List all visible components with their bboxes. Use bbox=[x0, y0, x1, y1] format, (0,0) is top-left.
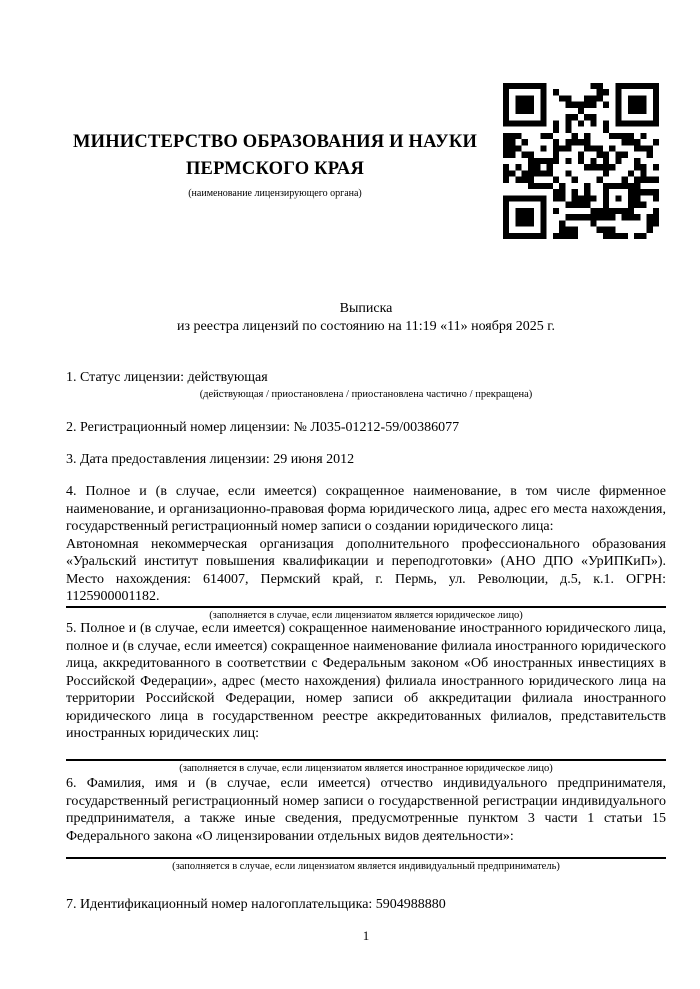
item-7-taxpayer-number bbox=[66, 896, 666, 914]
item-5-intro: 5. Полное и (в случае, если имеется) сокращенное наименование иностранного юридического лица, полное и (в случае, если имеется) сокращенное наименование филиала иностранного юридического лица, аккредитованного в соответствии с Федеральным законом «Об иностранных инвестициях в Российской Федерации», адрес (место нахождения) филиала иностранного юридического лица на территории Российской Федерации, номер записи об аккредитации филиала иностранного юридического лица в государственном реестре аккредитованных филиалов, представительств иностранных юридических лиц: bbox=[66, 621, 666, 741]
item-4-caption: (заполняется в случае, если лицензиатом является юридическое лицо) bbox=[209, 609, 523, 621]
ministry-header bbox=[56, 129, 494, 200]
item-7-text: 7. Идентификационный номер налогоплательщика: 5904988880 bbox=[66, 897, 446, 912]
item-6-individual-entrepreneur bbox=[66, 775, 666, 873]
document-title-line2: из реестра лицензий по состоянию на 11:19 «11» ноября 2025 г. bbox=[177, 319, 555, 334]
item-6-fill-rule bbox=[66, 857, 666, 859]
item-1-text: 1. Статус лицензии: действующая bbox=[66, 370, 268, 385]
item-5-caption: (заполняется в случае, если лицензиатом является иностранное юридическое лицо) bbox=[179, 762, 553, 774]
item-6-intro: 6. Фамилия, имя и (в случае, если имеется) отчество индивидуального предпринимателя, государственный регистрационный номер записи о государственной регистрации индивидуального предпринимателя, а также иные сведения, предусмотренные пунктом 3 части 1 статьи 15 Федерального закона «О лицензировании отдельных видов деятельности»: bbox=[66, 776, 666, 844]
item-1-license-status bbox=[66, 369, 666, 401]
document-title-line1: Выписка bbox=[339, 301, 393, 316]
document-title bbox=[66, 300, 666, 336]
item-1-caption: (действующая / приостановлена / приостановлена частично / прекращена) bbox=[199, 388, 533, 400]
ministry-name-line1: МИНИСТЕРСТВО ОБРАЗОВАНИЯ И НАУКИ bbox=[72, 132, 478, 152]
qr-code-icon bbox=[503, 83, 659, 239]
ministry-name-caption: (наименование лицензирующего органа) bbox=[188, 188, 362, 199]
item-3-text: 3. Дата предоставления лицензии: 29 июня 2012 bbox=[66, 452, 355, 467]
item-4-legal-entity bbox=[66, 483, 666, 622]
item-2-text: 2. Регистрационный номер лицензии: № Л035-01212-59/00386077 bbox=[66, 420, 460, 435]
item-2-registration-number bbox=[66, 419, 666, 437]
item-4-value: Автономная некоммерческая организация дополнительного профессионального образования «Уральский институт повышения квалификации и переподготовки» (АНО ДПО «УрИПКиП»). Место нахождения: 614007, Пермский край, г. Пермь, ул. Революции, д.5, к.1. ОГРН: 1125900001182. bbox=[66, 536, 666, 604]
item-5-fill-rule bbox=[66, 759, 666, 761]
item-4-intro: 4. Полное и (в случае, если имеется) сокращенное наименование, в том числе фирменное наименование, и организационно-правовая форма юридического лица, адрес его места нахождения, государственный регистрационный номер записи о создании юридического лица: bbox=[66, 484, 666, 534]
item-6-caption: (заполняется в случае, если лицензиатом является индивидуальный предприниматель) bbox=[172, 861, 560, 872]
ministry-name-line2: ПЕРМСКОГО КРАЯ bbox=[185, 159, 365, 179]
item-4-fill-rule bbox=[66, 606, 666, 608]
page-number: 1 bbox=[362, 928, 370, 943]
item-3-grant-date bbox=[66, 451, 666, 469]
item-5-foreign-entity bbox=[66, 620, 666, 775]
